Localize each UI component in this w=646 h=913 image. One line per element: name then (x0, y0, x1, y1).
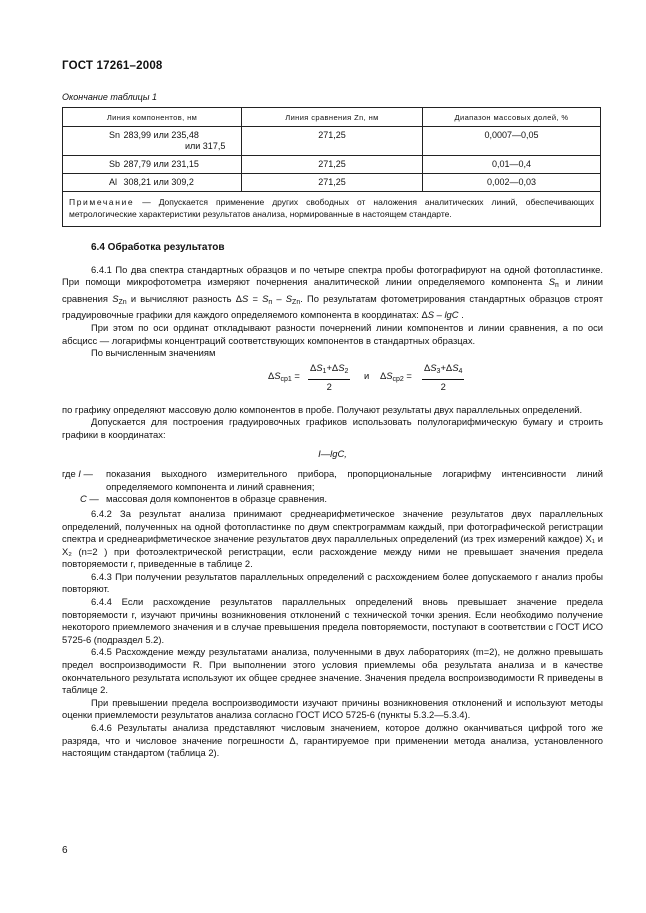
column-header: Линия сравнения Zn, нм (242, 108, 423, 127)
column-header: Диапазон массовых долей, % (423, 108, 601, 127)
formula-i-lgc: I—lgC, (318, 447, 347, 459)
paragraph-exceed: При превышении предела воспроизводимости изучают причины возникновения отклонений и используют методы оценки приемлемости результатов анализа согласно ГОСТ ИСО 5725-6 (пункты 5.3.2—5.3.4). (62, 696, 603, 721)
page-number: 6 (62, 845, 68, 856)
paragraph-6-4-2: 6.4.2 За результат анализа принимают среднеарифметическое значение результатов двух параллельных определений, полученных на одной фотопластинке по двум спектрограммам каждый, при фотографической регистрации спектра и среднеарифметическое значение результатов двух параллельных определений (из трех измерений каждое) X₁ и X₂ (n=2 ) при фотоэлектрической регистрации, если расхождение между ними не превышает значения предела повторяемости r, приведенные в таблице 2. (62, 507, 603, 570)
reference-line-cell: 271,25 (242, 156, 423, 174)
element-symbol: Sn (109, 130, 121, 140)
note-label: Примечание (69, 197, 135, 207)
paragraph-text: и линии сравнения (62, 276, 603, 304)
paragraph-text: . По результатам фотометрирования стандартных образцов строят градуировочные графики для каждого определяемого компонента в координатах: (62, 292, 603, 321)
table-row (63, 127, 601, 156)
range-cell: 0,0007—0,05 (423, 127, 601, 156)
range-cell: 0,01—0,4 (423, 156, 601, 174)
component-lines: 283,99 или 235,48 (123, 130, 199, 140)
component-lines: 287,79 или 231,15 (123, 159, 199, 169)
table-header-row (63, 108, 601, 127)
reference-line-cell: 271,25 (242, 127, 423, 156)
where-item-i (62, 468, 603, 493)
reference-line-cell: 271,25 (242, 174, 423, 192)
table-note (63, 192, 601, 227)
formula-fraction-2: $\frac{\Delta S_3+\Delta S_4}{2}$ (424, 361, 463, 393)
delta-s-formula (62, 362, 603, 400)
formula-lhs-1: $\Delta S_{ср1}$ = (268, 369, 300, 383)
paragraph-text: 6.4.1 По два спектра стандартных образцов и по четыре спектра пробы фотографируют на одной фотопластинке. При помощи микрофотометра измеряют почернения аналитической линии определяемого компонента (62, 263, 603, 288)
paragraph-graph: по графику определяют массовую долю компонентов в пробе. Получают результаты двух параллельных определений. (62, 403, 583, 415)
paragraph-text: и вычисляют разность (130, 292, 232, 304)
table-row (63, 174, 601, 192)
paragraph-calc: По вычисленным значениям (91, 347, 216, 359)
component-lines: 308,21 или 309,2 (123, 177, 194, 187)
range-cell: 0,002—0,03 (423, 174, 601, 192)
note-text: — Допускается применение других свободных от наложения аналитических линий, обеспечивающих метрологические характеристики результатов анализа, нормированные в настоящем стандарте. (69, 197, 594, 219)
formula-fraction-1: $\frac{\Delta S_1+\Delta S_2}{2}$ (310, 361, 349, 393)
where-label: где (62, 468, 76, 480)
symbol-c: C — (80, 493, 99, 505)
table-row (63, 156, 601, 174)
symbol-i: I — (78, 468, 93, 480)
table-note-row (63, 192, 601, 227)
document-header: ГОСТ 17261–2008 (62, 60, 163, 72)
where-definition-c: массовая доля компонентов в образце сравнения. (106, 493, 327, 505)
paragraph-6-4-1: 6.4.1 По два спектра стандартных образцов и по четыре спектра пробы фотографируют на одной фотопластинке. При помощи микрофотометра измеряют почернения аналитической линии определяемого компонента $S_п$ и линии сравнения $S_{Zn}$ и вычисляют разность $\Delta S = S_п - S_{Zn}$. По результатам фотометрирования стандартных образцов строят градуировочные графики для каждого определяемого компонента в координатах: ΔS – lgC . (62, 263, 603, 321)
formula-lhs-2: $\Delta S_{ср2}$ = (380, 369, 412, 383)
paragraph-6-4-6: 6.4.6 Результаты анализа представляют числовым значением, которое должно оканчиваться цифрой того же разряда, что и числовое значение погрешности Δ, гарантируемое при применении метода анализа, установленного настоящим стандартом (таблица 2). (62, 722, 603, 759)
paragraph-semilog: Допускается для построения градуировочных графиков использовать полулогарифмическую бумагу и строить графики в координатах: (62, 416, 603, 440)
section-body (62, 242, 603, 760)
element-symbol: Sb (109, 159, 121, 169)
component-line-cell (63, 127, 242, 156)
paragraph-6-4-4: 6.4.4 Если расхождение результатов параллельных определений вновь превышает значение предела повторяемости r, изучают причины возникновения отклонений с технической точки зрения. Если необходимо получение некоторого приемлемого значения и в случае превышения предела повторяемости, поступают в соответствии с ГОСТ ИСО 5725-6 (подраздел 5.2). (62, 596, 603, 645)
component-line-cell (63, 156, 242, 174)
spectral-lines-table (62, 107, 601, 227)
where-item-c (62, 493, 603, 506)
paragraph-axes: При этом по оси ординат откладывают разности почернений линии компонентов и линии сравнения, а по оси абсцисс — логарифмы концентраций соответствующих компонентов в стандартных образцах. (62, 321, 603, 346)
component-line-cell (63, 174, 242, 192)
table-caption: Окончание таблицы 1 (62, 92, 157, 102)
section-title: 6.4 Обработка результатов (91, 242, 225, 253)
paragraph-6-4-5: 6.4.5 Расхождение между результатами анализа, полученными в двух лабораториях (m=2), не должно превышать предел воспроизводимости R. При выполнении этого условия приемлемы оба результата анализа и в качестве окончательного результата используют их общее среднее значение. Значения предела воспроизводимости R приведены в таблице 2. (62, 646, 603, 696)
where-definition-i: показания выходного измерительного прибора, пропорциональные логарифму интенсивности линий определяемого компонента и линий сравнения; (106, 468, 603, 492)
formula-and: и (364, 369, 370, 381)
component-lines-continued: или 317,5 (185, 141, 226, 151)
element-symbol: Al (109, 177, 118, 187)
column-header: Линия компонентов, нм (63, 108, 242, 127)
paragraph-6-4-3: 6.4.3 При получении результатов параллельных определений с расхождением более допускаемого r анализ пробы повторяют. (62, 570, 603, 595)
